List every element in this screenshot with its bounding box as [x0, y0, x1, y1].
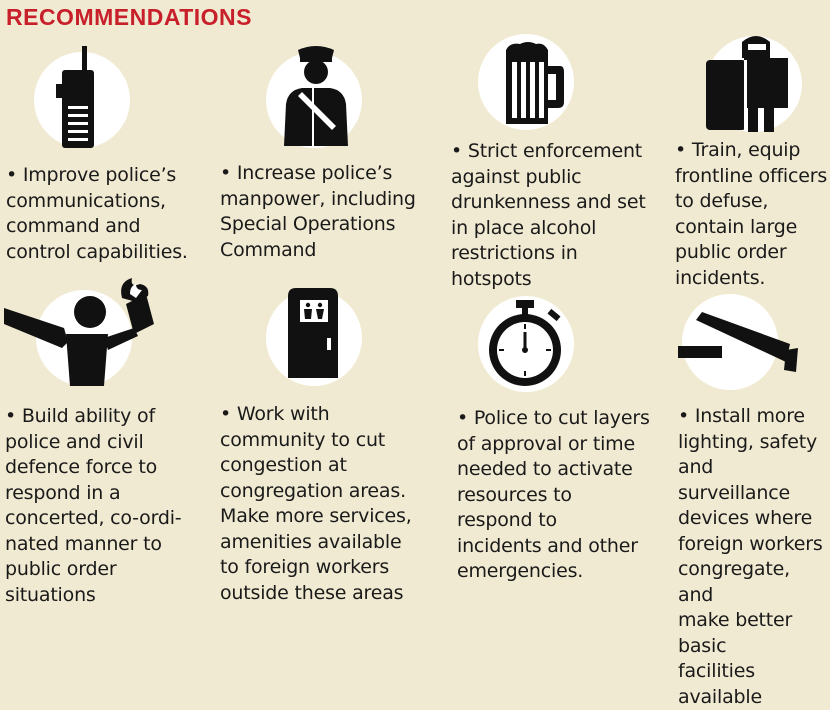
recommendation-train-officers: • Train, equip frontline officers to defuse, contain large public order incidents. [675, 139, 828, 289]
recommendation-manpower: • Increase police’s manpower, including Special Operations Command [220, 162, 416, 261]
recommendation-community-congestion: • Work with community to cut congestion at congregation areas. Make more services, amenities available to foreign workers outside these areas [220, 403, 412, 604]
recommendation-civil-defence: • Build ability of police and civil defence force to respond in a concerted, co-ordi- nated manner to public order situations [5, 405, 182, 606]
page-title: RECOMMENDATIONS [6, 4, 253, 30]
recommendation-surveillance: • Install more lighting, safety and surveillance devices where foreign workers congregate, and make better basic facilities available [678, 405, 823, 708]
police-officer-icon [276, 42, 356, 148]
molotov-thrower-icon [4, 278, 164, 388]
surveillance-camera-icon [678, 310, 808, 376]
recommendation-alcohol-enforcement: • Strict enforcement against public drunkenness and set in place alcohol restrictions in hotspots [451, 140, 646, 290]
beer-mug-icon [502, 40, 564, 126]
portable-toilet-icon [286, 286, 340, 380]
recommendation-communications: • Improve police’s communications, command and control capabilities. [6, 164, 188, 263]
recommendation-approval-layers: • Police to cut layers of approval or time needed to activate resources to respond to incidents and other emergencies. [457, 407, 650, 582]
walkie-talkie-icon [52, 44, 112, 150]
riot-shield-officer-icon [704, 30, 794, 134]
stopwatch-icon [482, 298, 568, 388]
